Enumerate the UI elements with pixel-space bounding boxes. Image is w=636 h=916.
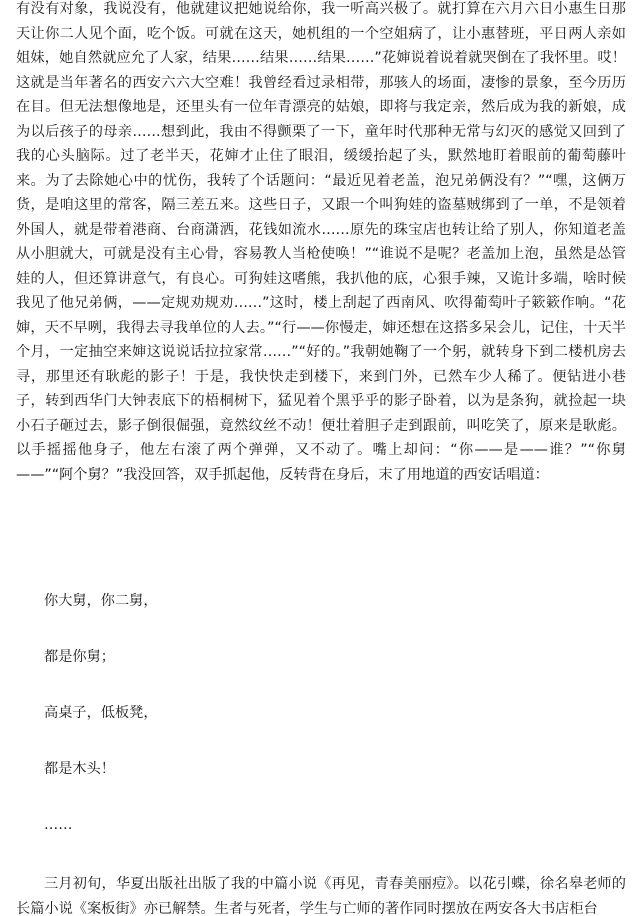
verse-ellipsis: …… [44, 817, 73, 833]
verse-line: 高桌子，低板凳， [44, 705, 158, 721]
main-paragraph: 有没有对象，我说没有，他就建议把她说给你，我一听高兴极了。就打算在六月六日小惠生日那天让你二人见个面，吃个饭。可就在这天，她机组的一个空姐病了，让小惠替班，平日两人亲如姐妹，她自然就应允了人家，结果……结果……结果……”花婶说着说着就哭倒在了我怀里。哎！这就是当年著名的西安六六大空难！我曾经看过录相带，那骇人的场面，凄惨的景象，至今历历在目。但无法想像地是，还里头有一位年青漂亮的姑娘，即将与我定亲，然后成为我的新娘，成为以后孩子的母亲……想到此，我由不得颤栗了一下，童年时代那种无常与幻灭的感觉又回到了我的心头脑际。过了老半天，花婶才止住了眼泪，缓缓抬起了头，默然地盯着眼前的葡萄藤叶来。为了去除她心中的忧伤，我转了个话题问：“最近见着老盖，泡兄弟俩没有？”“嘿，这俩万货，是咱这里的常客，隔三差五来。这些日子，又跟一个叫狗娃的盗墓贼绑到了一单，不是领着外国人，就是带着港商、台商潇洒，花钱如流水……原先的珠宝店也转让给了别人，你知道老盖从小胆就大，可就是没有主心骨，容易教人当枪使唤！”“谁说不是呢？老盖加上泡，虽然是怂管娃的人，但还算讲意气，有良心。可狗娃这嗜熊，我扒他的底，心狠手辣，又诡计多端，啥时候我见了他兄弟俩，——定规劝规劝……”这时，楼上刮起了西南风、吹得葡萄叶子簌簌作响。“花婶，天不早咧，我得去寻我单位的人去。”“行——你慢走，婶还想在这搭多呆会儿，记住，十天半个月，一定抽空来婶这说说话拉拉家常……”“好的。”我朝她鞠了一个躬，就转身下到二楼机房去寻，那里还有耿彪的影子！于是，我快快走到楼下，来到门外，已然车少人稀了。便钻进小巷子，转到西华门大钟表底下的梧桐树下，猛见着个黑乎乎的影子卧着，以为是条狗，就捡起一块小石子砸过去，影子倒很倔强，竟然纹丝不动！便壮着胆子走到跟前，叫吃笑了，原来是耿彪。以手摇摇他身子，他左右滚了两个弹弹，又不动了。嘴上却问：“你——是——谁？”“你舅——”“阿个舅？”我没回答，双手抓起他，反转背在身后，末了用地道的西安话唱道： [16, 1, 626, 483]
verse-line: 都是木头！ [44, 761, 115, 777]
verse-line: 你大舅，你二舅， [44, 593, 158, 609]
verse-line: 都是你舅； [44, 649, 115, 665]
bottom-paragraph: 三月初旬，华夏出版社出版了我的中篇小说《再见，青春美丽痘》。以花引蝶，徐名皋老师的长篇小说《案板街》亦已解禁。生者与死者，学生与亡师的著作同时摆放在两安各大书店柜台 [16, 876, 626, 916]
